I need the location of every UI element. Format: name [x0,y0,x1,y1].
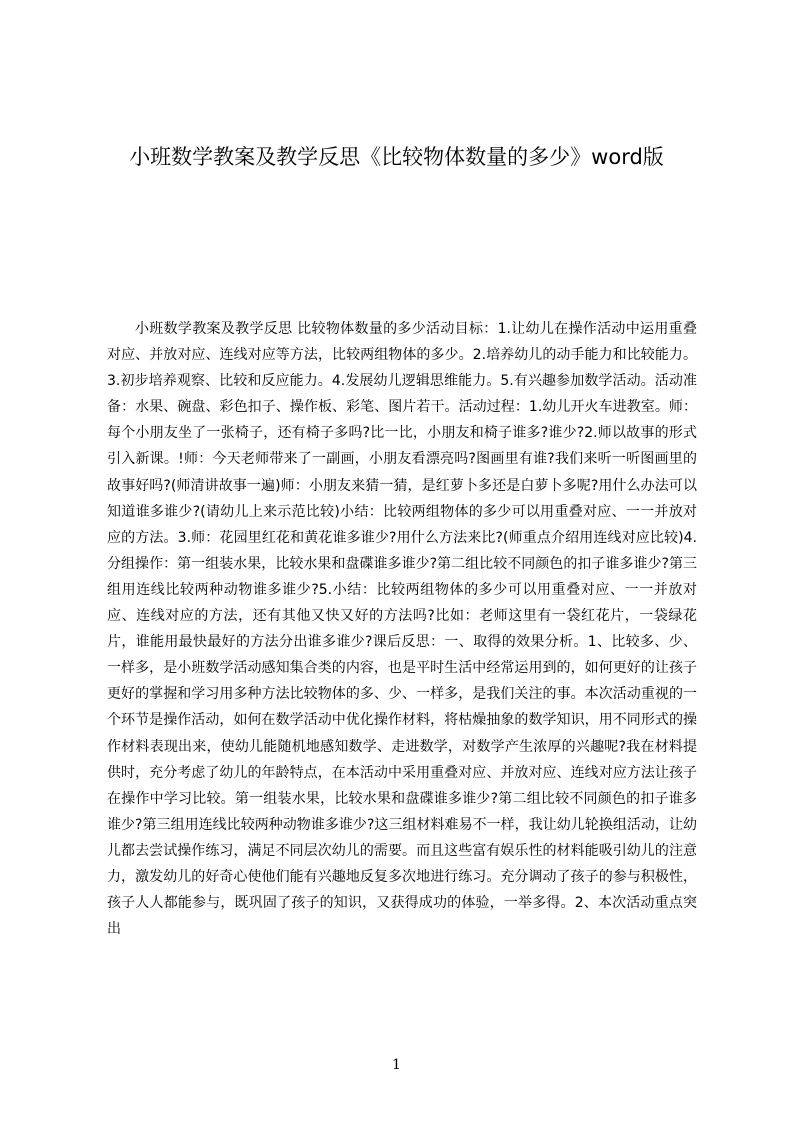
page-number: 1 [392,1057,401,1073]
document-title: 小班数学教案及教学反思《比较物体数量的多少》word版 [129,145,664,169]
document-body-text: 小班数学教案及教学反思 比较物体数量的多少活动目标：1.让幼儿在操作活动中运用重叠对应、并放对应、连线对应等方法，比较两组物体的多少。2.培养幼儿的动手能力和比较能力。3.初步培养观察、比较和反应能力。4.发展幼儿逻辑思维能力。5.有兴趣参加数学活动。活动准备：水果、碗盘、彩色扣子、操作板、彩笔、图片若干。活动过程：1.幼儿开火车进教室。师：每个小朋友坐了一张椅子，还有椅子多吗?比一比，小朋友和椅子谁多?谁少?2.师以故事的形式引入新课。!师：今天老师带来了一副画，小朋友看漂亮吗?图画里有谁?我们来听一听图画里的故事好吗?(师清讲故事一遍)师：小朋友来猜一猜，是红萝卜多还是白萝卜多呢?用什么办法可以知道谁多谁少?(请幼儿上来示范比较)小结：比较两组物体的多少可以用重叠对应、一一并放对应的方法。3.师：花园里红花和黄花谁多谁少?用什么方法来比?(师重点介绍用连线对应比较)4.分组操作：第一组装水果，比较水果和盘碟谁多谁少?第二组比较不同颜色的扣子谁多谁少?第三组用连线比较两种动物谁多谁少?5.小结：比较两组物体的多少可以用重叠对应、一一并放对应、连线对应的方法，还有其他又快又好的方法吗?比如：老师这里有一袋红花片，一袋绿花片，谁能用最快最好的方法分出谁多谁少?课后反思：一、取得的效果分析。1、比较多、少、一样多，是小班数学活动感知集合类的内容，也是平时生活中经常运用到的，如何更好的让孩子更好的掌握和学习用多种方法比较物体的多、少、一样多，是我们关注的事。本次活动重视的一个环节是操作活动，如何在数学活动中优化操作材料，将枯燥抽象的数学知识，用不同形式的操作材料表现出来，使幼儿能随机地感知数学、走进数学，对数学产生浓厚的兴趣呢?我在材料提供时，充分考虑了幼儿的年龄特点，在本活动中采用重叠对应、并放对应、连线对应方法让孩子在操作中学习比较。第一组装水果，比较水果和盘碟谁多谁少?第二组比较不同颜色的扣子谁多谁少?第三组用连线比较两种动物谁多谁少?这三组材料难易不一样，我让幼儿轮换组活动，让幼儿都去尝试操作练习，满足不同层次幼儿的需要。而且这些富有娱乐性的材料能吸引幼儿的注意力，激发幼儿的好奇心使他们能有兴趣地反复多次地进行练习。充分调动了孩子的参与积极性，孩子人人都能参与，既巩固了孩子的知识，又获得成功的体验，一举多得。2、本次活动重点突出 [107,321,697,938]
